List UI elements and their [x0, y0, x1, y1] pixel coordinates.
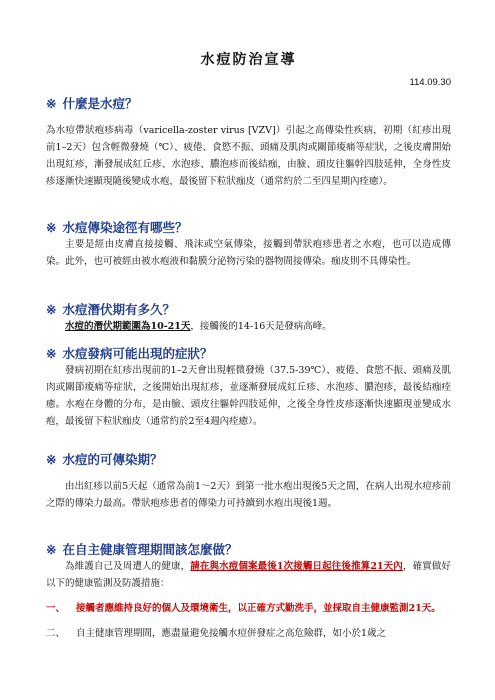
list-item-number: 一、: [46, 603, 66, 614]
section-paragraph: 水痘的潛伏期範圍為10-21天，接觸後的14-16天是發病高峰。: [65, 321, 332, 332]
section-paragraph: 由出紅疹以前5天起（通常為前1〜2天）到第一批水疱出現後5天之間，在病人出現水痘疹前之際的傳染力最高。帶狀疱疹患者的傳染力可持續到水疱出現後1週。: [46, 481, 451, 509]
section-heading: ※ 水痘潛伏期有多久？: [46, 302, 175, 317]
section-heading: ※ 水痘傳染途徑有哪些？: [46, 220, 188, 235]
reference-mark-icon: ※: [46, 452, 57, 467]
list-item-text: 接觸者應維持良好的個人及環境衛生，以正確方式勤洗手，並採取自主健康監測21天。: [76, 603, 441, 614]
monitoring-period-emphasis: 請在與水痘個案最後1次接觸日起往後推算21天內: [190, 561, 403, 572]
section-what-is-chickenpox: [46, 96, 451, 190]
section-paragraph: 為維護自己及周遭人的健康，請在與水痘個案最後1次接觸日起往後推算21天內，確實做好以下的健康監測及防護措施：: [46, 561, 451, 589]
section-self-health-management: [46, 542, 451, 642]
list-item-number: 二、: [46, 628, 66, 639]
section-heading: ※ 什麼是水痘？: [46, 96, 138, 111]
section-transmission: [46, 220, 451, 270]
section-paragraph: 為水痘帶狀疱疹病毒（varicella-zoster virus [VZV]）引起之高傳染性疾病，初期（紅疹出現前1–2天）包含輕微發燒（℃）、疲倦、食慾不振、頭痛及肌肉或關節痠痛等症狀，之後皮膚開始出現紅疹，漸發展成紅丘疹、水泡疹、膿泡疹而後結痂，由臉、頭皮往軀幹四肢延伸，全身性皮疹逐漸快速顯現隨後變成水疱，最後留下粒狀痂皮（通常約於二至四星期內痊癒）。: [46, 125, 451, 187]
section-contagious-period: [46, 452, 451, 512]
section-paragraph: 發病初期在紅疹出現前的1–2天會出現輕微發燒（37.5-39℃）、疲倦、食慾不振、頭痛及肌肉或關節痠痛等症狀，之後開始出現紅疹，並逐漸發展成紅丘疹、水泡疹、膿泡疹，最後結痂痊癒。水疱在身體的分布，是由臉、頭皮往軀幹四肢延伸，之後全身性皮疹逐漸快速顯現並變成水疱，最後留下粒狀痂皮（通常約於2至4週內痊癒）。: [46, 365, 451, 427]
section-incubation: [46, 302, 451, 335]
section-heading: ※ 水痘的可傳染期？: [46, 452, 163, 467]
section-heading: ※ 水痘發病可能出現的症狀？: [46, 346, 213, 361]
section-heading: ※ 在自主健康管理期間該怎麼做？: [46, 542, 238, 557]
reference-mark-icon: ※: [46, 346, 57, 361]
list-item: [46, 600, 451, 617]
section-symptoms: [46, 346, 451, 430]
document-title: 水痘防治宣導: [200, 52, 297, 68]
reference-mark-icon: ※: [46, 302, 57, 317]
section-paragraph: 主要是經由皮膚直接接觸、飛沫或空氣傳染，接觸到帶狀疱疹患者之水疱，也可以造成傳染。此外，也可被經由被水疱液和黏膜分泌物污染的器物間接傳染。痂皮則不具傳染性。: [46, 239, 451, 267]
reference-mark-icon: ※: [46, 220, 57, 235]
document-date: 114.09.30: [409, 77, 451, 88]
incubation-range-emphasis: 水痘的潛伏期範圍為10-21天: [65, 321, 191, 332]
reference-mark-icon: ※: [46, 542, 57, 557]
list-item: [46, 625, 451, 642]
list-item-text: 自主健康管理期間，應盡量避免接觸水痘併發症之高危險群，如小於1歲之: [76, 628, 387, 639]
reference-mark-icon: ※: [46, 96, 57, 111]
